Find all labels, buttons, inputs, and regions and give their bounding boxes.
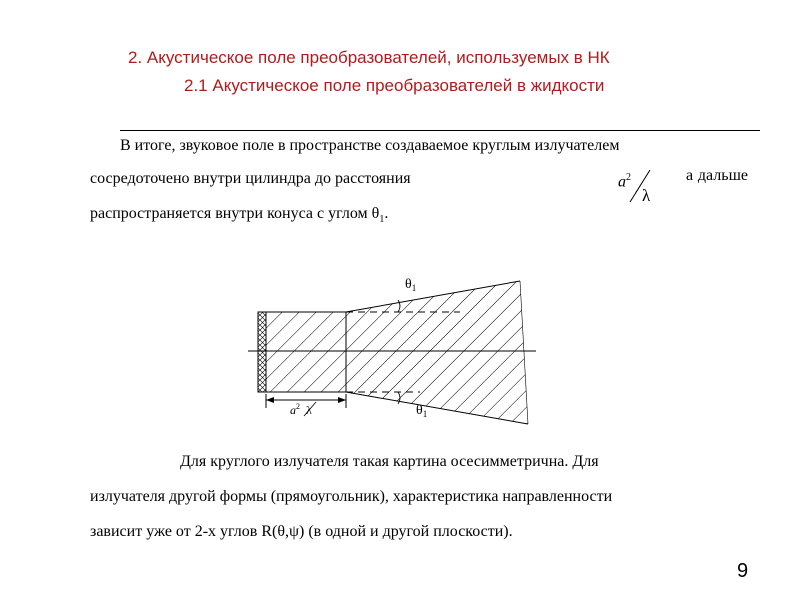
paragraph2-line2: излучателя другой формы (прямоугольник), характеристика направленности [90, 488, 613, 505]
dim-arrow-left [266, 397, 274, 403]
theta-label-bottom: $\theta_1$ [416, 403, 428, 419]
formula-numerator: $a^2$ [618, 172, 631, 191]
dim-arrow-right [338, 397, 346, 403]
paragraph1-line2-text: сосредоточено внутри цилиндра до расстояния [90, 170, 411, 187]
section-title: 2. Акустическое поле преобразователей, используемых в НК [128, 48, 610, 67]
transducer [258, 312, 266, 392]
subsection-title: 2.1 Акустическое поле преобразователей в жидкости [184, 76, 605, 95]
page-number: 9 [737, 560, 749, 582]
theta-subscript: 1 [379, 214, 385, 226]
paragraph1-line1: В итоге, звуковое поле в пространстве создаваемое круглым излучателем [120, 137, 620, 154]
paragraph2-line1: Для круглого излучателя такая картина осесимметрична. Для [180, 453, 599, 470]
formula-denominator: λ [642, 186, 651, 205]
paragraph1-line3-end: . [384, 205, 389, 222]
theta-label-top: $\theta_1$ [405, 277, 417, 293]
paragraph1-line3-text: распространяется внутри конуса с углом θ [90, 205, 380, 222]
paragraph2-line3: зависит уже от 2-х углов R(θ,ψ) (в одной и другой плоскости). [90, 523, 513, 540]
word-dalshe: дальше [697, 167, 748, 184]
dim-label: $a^2$ λ [290, 402, 312, 417]
word-a: а [686, 167, 694, 184]
